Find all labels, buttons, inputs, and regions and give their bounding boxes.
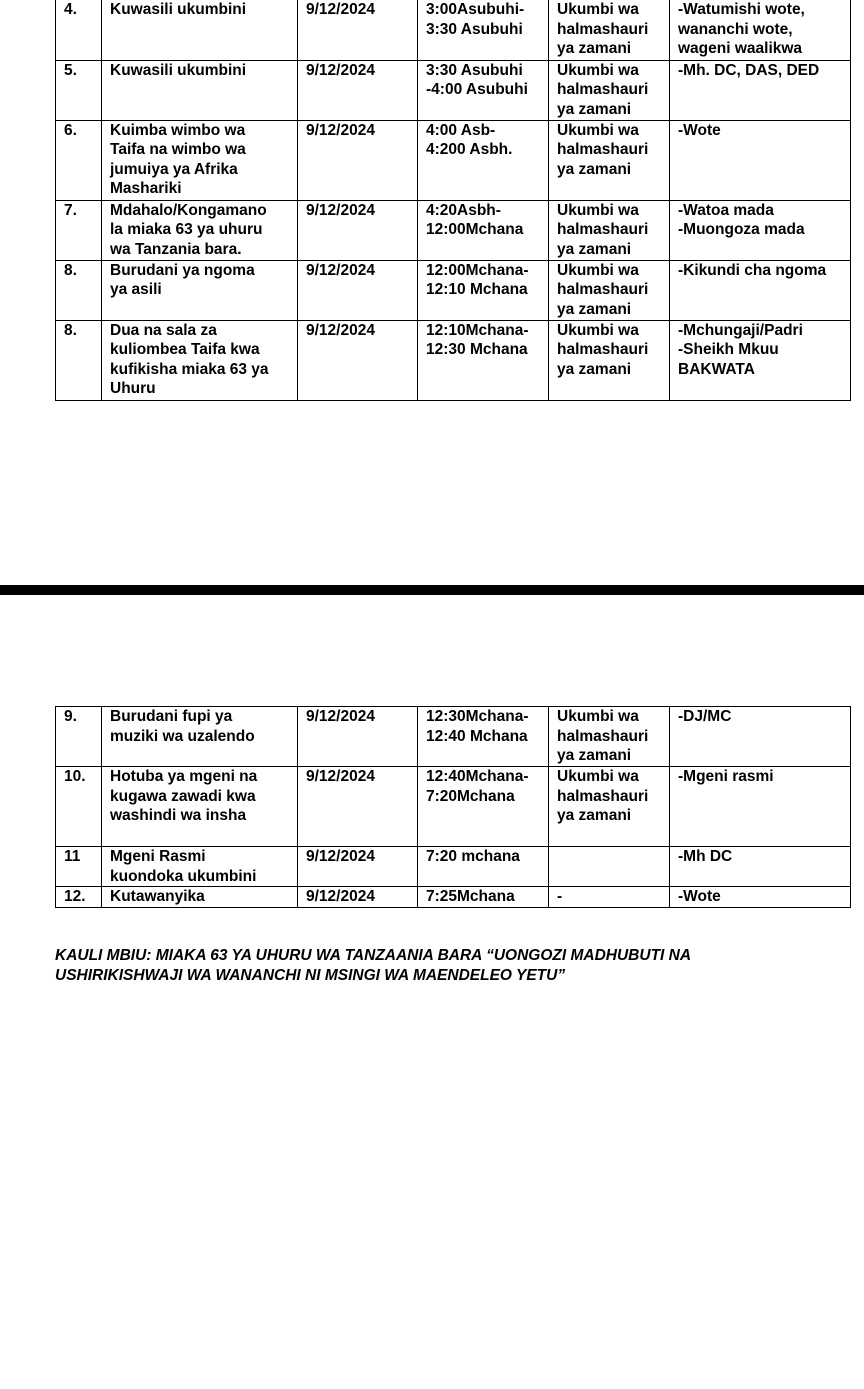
venue-cell: Ukumbi wa halmashauri ya zamani <box>549 120 670 200</box>
activity-cell: Mdahalo/Kongamano la miaka 63 ya uhuru wa Tanzania bara. <box>102 200 298 260</box>
date-cell: 9/12/2024 <box>298 320 418 400</box>
date-cell: 9/12/2024 <box>298 60 418 120</box>
venue-cell: Ukumbi wa halmashauri ya zamani <box>549 320 670 400</box>
responsible-cell: -Wote <box>670 120 851 200</box>
row-number: 7. <box>56 200 102 260</box>
table-row <box>56 0 851 60</box>
table-row <box>56 60 851 120</box>
row-number: 5. <box>56 60 102 120</box>
row-number: 8. <box>56 260 102 320</box>
date-cell: 9/12/2024 <box>298 0 418 60</box>
venue-cell: Ukumbi wa halmashauri ya zamani <box>549 60 670 120</box>
responsible-cell: -Wote <box>670 887 851 908</box>
activity-cell: Dua na sala za kuliombea Taifa kwa kufikisha miaka 63 ya Uhuru <box>102 320 298 400</box>
time-cell: 12:40Mchana- 7:20Mchana <box>418 767 549 847</box>
time-cell: 12:10Mchana- 12:30 Mchana <box>418 320 549 400</box>
responsible-cell: -Mh. DC, DAS, DED <box>670 60 851 120</box>
activity-cell: Kutawanyika <box>102 887 298 908</box>
activity-cell: Burudani ya ngoma ya asili <box>102 260 298 320</box>
row-number: 9. <box>56 707 102 767</box>
table-row <box>56 200 851 260</box>
time-cell: 3:00Asubuhi- 3:30 Asubuhi <box>418 0 549 60</box>
row-number: 12. <box>56 887 102 908</box>
date-cell: 9/12/2024 <box>298 120 418 200</box>
date-cell: 9/12/2024 <box>298 847 418 887</box>
table-row <box>56 120 851 200</box>
table-row <box>56 260 851 320</box>
venue-cell <box>549 847 670 887</box>
venue-cell: Ukumbi wa halmashauri ya zamani <box>549 200 670 260</box>
venue-cell: Ukumbi wa halmashauri ya zamani <box>549 707 670 767</box>
activity-cell: Hotuba ya mgeni na kugawa zawadi kwa washindi wa insha <box>102 767 298 847</box>
activity-cell: Mgeni Rasmi kuondoka ukumbini <box>102 847 298 887</box>
responsible-cell: -Kikundi cha ngoma <box>670 260 851 320</box>
table-row <box>56 847 851 887</box>
time-cell: 12:00Mchana- 12:10 Mchana <box>418 260 549 320</box>
page-break-divider <box>0 585 864 595</box>
date-cell: 9/12/2024 <box>298 707 418 767</box>
row-number: 4. <box>56 0 102 60</box>
schedule-table-bottom <box>55 706 851 908</box>
responsible-cell: -Mgeni rasmi <box>670 767 851 847</box>
row-number: 6. <box>56 120 102 200</box>
row-number: 10. <box>56 767 102 847</box>
time-cell: 3:30 Asubuhi -4:00 Asubuhi <box>418 60 549 120</box>
activity-cell: Kuwasili ukumbini <box>102 0 298 60</box>
date-cell: 9/12/2024 <box>298 887 418 908</box>
responsible-cell: -Watoa mada -Muongoza mada <box>670 200 851 260</box>
venue-cell: Ukumbi wa halmashauri ya zamani <box>549 0 670 60</box>
time-cell: 4:00 Asb- 4:200 Asbh. <box>418 120 549 200</box>
table-row <box>56 320 851 400</box>
table-row <box>56 767 851 847</box>
time-cell: 7:25Mchana <box>418 887 549 908</box>
venue-cell: Ukumbi wa halmashauri ya zamani <box>549 260 670 320</box>
schedule-table-top <box>55 0 851 401</box>
time-cell: 4:20Asbh- 12:00Mchana <box>418 200 549 260</box>
table-row <box>56 887 851 908</box>
row-number: 8. <box>56 320 102 400</box>
activity-cell: Kuwasili ukumbini <box>102 60 298 120</box>
date-cell: 9/12/2024 <box>298 200 418 260</box>
table-row <box>56 707 851 767</box>
date-cell: 9/12/2024 <box>298 260 418 320</box>
time-cell: 12:30Mchana- 12:40 Mchana <box>418 707 549 767</box>
activity-cell: Kuimba wimbo wa Taifa na wimbo wa jumuiya ya Afrika Mashariki <box>102 120 298 200</box>
venue-cell: Ukumbi wa halmashauri ya zamani <box>549 767 670 847</box>
responsible-cell: -Mchungaji/Padri -Sheikh Mkuu BAKWATA <box>670 320 851 400</box>
date-cell: 9/12/2024 <box>298 767 418 847</box>
activity-cell: Burudani fupi ya muziki wa uzalendo <box>102 707 298 767</box>
time-cell: 7:20 mchana <box>418 847 549 887</box>
responsible-cell: -DJ/MC <box>670 707 851 767</box>
row-number: 11 <box>56 847 102 887</box>
motto-text: KAULI MBIU: MIAKA 63 YA UHURU WA TANZAANIA BARA “UONGOZI MADHUBUTI NA USHIRIKISHWAJI WA WANANCHI NI MSINGI WA MAENDELEO YETU” <box>55 947 692 984</box>
venue-cell: - <box>549 887 670 908</box>
responsible-cell: -Mh DC <box>670 847 851 887</box>
responsible-cell: -Watumishi wote, wananchi wote, wageni waalikwa <box>670 0 851 60</box>
